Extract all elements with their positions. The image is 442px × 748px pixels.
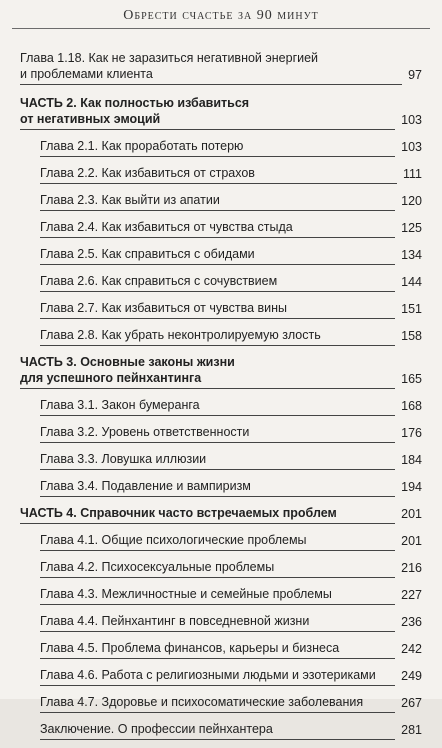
toc-part-entry xyxy=(20,95,422,130)
toc-chapter-entry xyxy=(20,327,422,346)
toc-chapter-entry xyxy=(20,667,422,686)
toc-chapter-entry xyxy=(20,478,422,497)
toc-entry-title-line: Глава 2.3. Как выйти из апатии xyxy=(40,193,220,207)
toc-page-number: 168 xyxy=(401,399,422,413)
toc-entry-title-line: Глава 2.5. Как справиться с обидами xyxy=(40,247,255,261)
toc-page-number: 242 xyxy=(401,642,422,656)
toc-entry-title-line: ЧАСТЬ 4. Справочник часто встречаемых проблем xyxy=(20,505,395,524)
toc-entry-title-line: и проблемами клиента xyxy=(20,66,402,85)
toc-entry-title-line: Глава 2.7. Как избавиться от чувства вины xyxy=(40,301,288,315)
toc-page-number: 281 xyxy=(401,723,422,737)
toc-chapter-entry xyxy=(20,694,422,713)
toc-entry-title-line: Глава 3.2. Уровень ответственности xyxy=(40,425,250,439)
toc-entry-title-line: Глава 4.5. Проблема финансов, карьеры и бизнеса xyxy=(40,641,340,655)
toc-entry-title xyxy=(40,559,395,578)
toc-part-entry xyxy=(20,505,422,524)
toc-entry-title xyxy=(40,721,395,740)
toc-entry-title-line: Глава 2.2. Как избавиться от страхов xyxy=(40,166,255,180)
toc-entry-title-line: Глава 3.3. Ловушка иллюзии xyxy=(40,452,207,466)
toc-entry-title-line: от негативных эмоций xyxy=(20,111,395,130)
toc-page-number: 201 xyxy=(401,507,422,521)
toc-chapter-entry xyxy=(20,397,422,416)
toc-chapter-entry xyxy=(20,586,422,605)
toc-entry-title-line: ЧАСТЬ 3. Основные законы жизни xyxy=(20,355,235,369)
toc-chapter-entry xyxy=(20,424,422,443)
toc-entry-title xyxy=(40,694,395,713)
toc-entry-title-line: Глава 2.1. Как проработать потерю xyxy=(40,139,244,153)
toc-part-entry xyxy=(20,354,422,389)
toc-page-number: 134 xyxy=(401,248,422,262)
toc-page-number: 111 xyxy=(402,167,422,181)
toc-entry-title-line: Глава 2.8. Как убрать неконтролируемую злость xyxy=(40,328,321,342)
toc-page-number: 97 xyxy=(408,68,422,82)
toc-chapter-entry xyxy=(20,559,422,578)
toc-entry-title xyxy=(20,95,395,130)
toc-chapter-entry xyxy=(20,246,422,265)
toc-entry-title xyxy=(40,138,395,157)
toc-entry-title-line: Глава 2.6. Как справиться с сочувствием xyxy=(40,274,278,288)
toc-page-number: 151 xyxy=(401,302,422,316)
toc-chapter-entry xyxy=(20,50,422,85)
toc-page-number: 216 xyxy=(401,561,422,575)
toc-page-number: 184 xyxy=(401,453,422,467)
toc-page-number: 236 xyxy=(401,615,422,629)
toc-entry-title xyxy=(40,327,395,346)
toc-entry-title xyxy=(40,478,395,497)
toc-chapter-entry xyxy=(20,300,422,319)
toc-entry-title xyxy=(20,50,402,85)
toc-entry-title-line: Глава 4.2. Психосексуальные проблемы xyxy=(40,560,275,574)
toc-entry-title xyxy=(20,505,395,524)
toc-entry-title-line: для успешного пейнхантинга xyxy=(20,370,395,389)
toc-page-number: 120 xyxy=(401,194,422,208)
toc-page-number: 165 xyxy=(401,372,422,386)
toc-page-number: 194 xyxy=(401,480,422,494)
toc-entry-title-line: ЧАСТЬ 2. Как полностью избавиться xyxy=(20,96,250,110)
toc-entry-title-line: Глава 2.4. Как избавиться от чувства стыда xyxy=(40,220,293,234)
toc-entry-title xyxy=(40,300,395,319)
toc-entry-title-line: Глава 4.6. Работа с религиозными людьми и эзотериками xyxy=(40,668,376,682)
toc-chapter-entry xyxy=(20,451,422,470)
table-of-contents xyxy=(20,50,422,748)
toc-page-number: 201 xyxy=(401,534,422,548)
toc-entry-title xyxy=(40,424,395,443)
toc-entry-title xyxy=(40,451,395,470)
toc-entry-title-line: Глава 3.1. Закон бумеранга xyxy=(40,398,200,412)
toc-entry-title xyxy=(40,165,397,184)
toc-entry-title xyxy=(40,613,395,632)
toc-entry-title-line: Глава 4.1. Общие психологические проблемы xyxy=(40,533,307,547)
toc-entry-title-line: Глава 4.7. Здоровье и психосоматические заболевания xyxy=(40,695,364,709)
toc-page-number: 158 xyxy=(401,329,422,343)
toc-page-number: 144 xyxy=(401,275,422,289)
toc-chapter-entry xyxy=(20,613,422,632)
toc-chapter-entry xyxy=(20,165,422,184)
toc-entry-title xyxy=(20,354,395,389)
toc-chapter-entry xyxy=(20,219,422,238)
toc-page-number: 176 xyxy=(401,426,422,440)
toc-page-number: 125 xyxy=(401,221,422,235)
toc-entry-title xyxy=(40,192,395,211)
toc-entry-title-line: Глава 1.18. Как не заразиться негативной энергией xyxy=(20,51,319,65)
running-head: Обрести счастье за 90 минут xyxy=(123,8,319,23)
toc-page-number: 249 xyxy=(401,669,422,683)
toc-entry-title xyxy=(40,667,395,686)
toc-entry-title xyxy=(40,532,395,551)
toc-page-number: 103 xyxy=(401,140,422,154)
toc-chapter-entry xyxy=(20,640,422,659)
toc-entry-title xyxy=(40,273,395,292)
toc-entry-title xyxy=(40,397,395,416)
toc-entry-title xyxy=(40,640,395,659)
header-rule xyxy=(12,28,430,29)
toc-entry-title-line: Глава 4.3. Межличностные и семейные проблемы xyxy=(40,587,332,601)
toc-chapter-entry xyxy=(20,273,422,292)
toc-chapter-entry xyxy=(20,138,422,157)
toc-entry-title-line: Глава 3.4. Подавление и вампиризм xyxy=(40,479,251,493)
toc-chapter-entry xyxy=(20,532,422,551)
toc-page-number: 227 xyxy=(401,588,422,602)
toc-entry-title xyxy=(40,246,395,265)
toc-chapter-entry xyxy=(20,192,422,211)
toc-entry-title xyxy=(40,219,395,238)
toc-page-number: 103 xyxy=(401,113,422,127)
toc-entry-title-line: Заключение. О профессии пейнхантера xyxy=(40,722,273,736)
toc-chapter-entry xyxy=(20,721,422,740)
toc-page-number: 267 xyxy=(401,696,422,710)
toc-entry-title xyxy=(40,586,395,605)
toc-entry-title-line: Глава 4.4. Пейнхантинг в повседневной жизни xyxy=(40,614,310,628)
